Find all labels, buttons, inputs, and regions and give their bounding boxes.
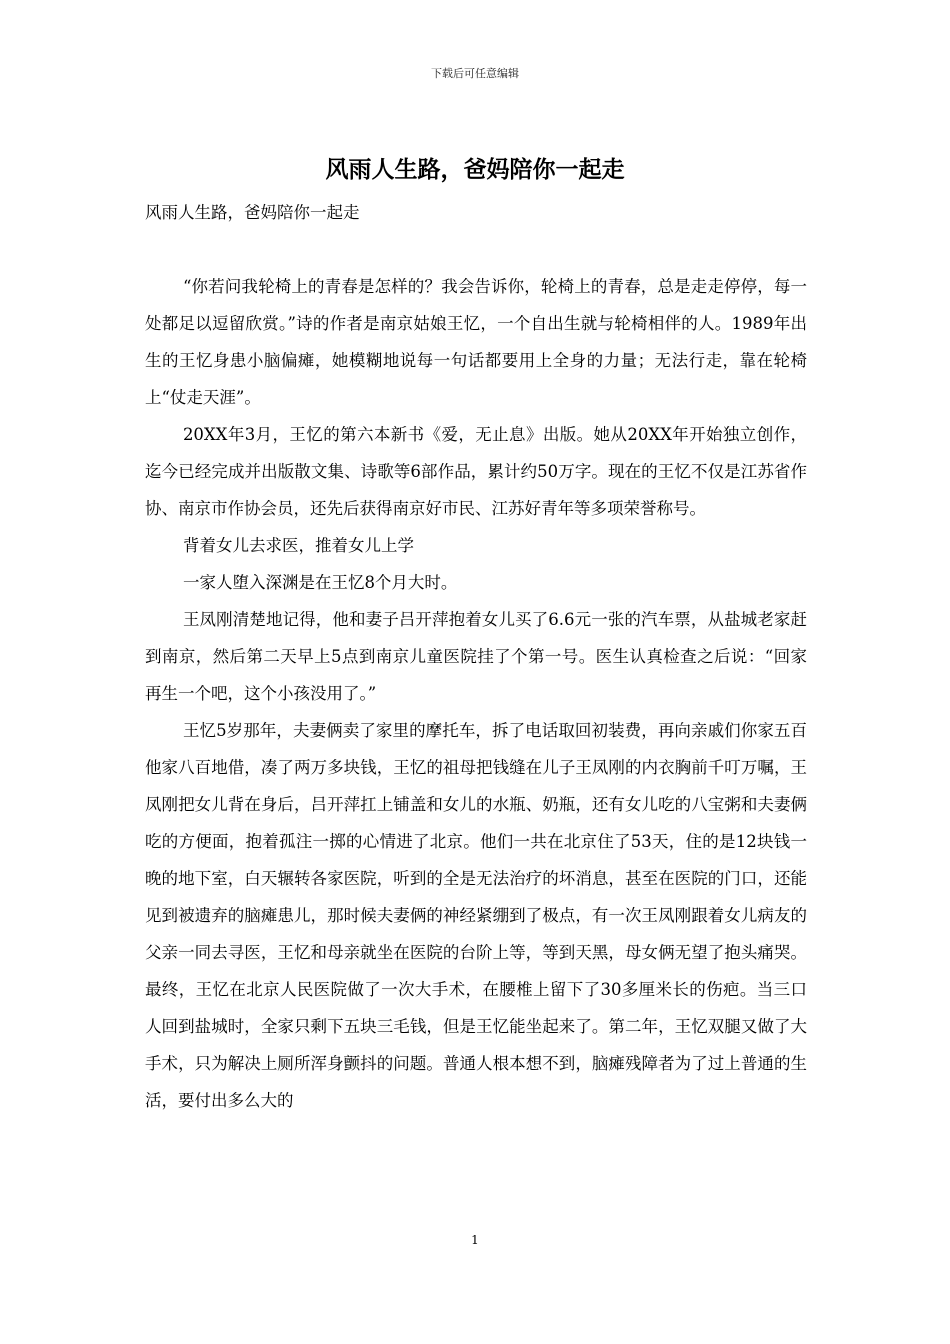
- document-subtitle: 风雨人生路，爸妈陪你一起走: [145, 203, 360, 222]
- blank-line: [145, 231, 807, 268]
- paragraph-5: 王忆5岁那年，夫妻俩卖了家里的摩托车，拆了电话取回初装费，再向亲戚们你家五百他家八百地借，凑了两万多块钱，王忆的祖母把钱缝在儿子王凤刚的内衣胸前千叮万嘱，王凤刚把女儿背在身后，吕开萍扛上铺盖和女儿的水瓶、奶瓶，还有女儿吃的八宝粥和夫妻俩吃的方便面，抱着孤注一掷的心情进了北京。他们一共在北京住了53天，住的是12块钱一晚的地下室，白天辗转各家医院，听到的全是无法治疗的坏消息，甚至在医院的门口，还能见到被遗弃的脑瘫患儿，那时候夫妻俩的神经紧绷到了极点，有一次王凤刚跟着女儿病友的父亲一同去寻医，王忆和母亲就坐在医院的台阶上等，等到天黑，母女俩无望了抱头痛哭。最终，王忆在北京人民医院做了一次大手术，在腰椎上留下了30多厘米长的伤疤。当三口人回到盐城时，全家只剩下五块三毛钱，但是王忆能坐起来了。第二年，王忆双腿又做了大手术，只为解决上厕所浑身颤抖的问题。普通人根本想不到，脑瘫残障者为了过上普通的生活，要付出多么大的: [145, 721, 807, 1110]
- paragraph-3: 一家人堕入深渊是在王忆8个月大时。: [182, 573, 458, 592]
- paragraph-4: 王凤刚清楚地记得，他和妻子吕开萍抱着女儿买了6.6元一张的汽车票，从盐城老家赶到南京，然后第二天早上5点到南京儿童医院挂了个第一号。医生认真检查之后说：“回家再生一个吧，这个小孩没用了。”: [145, 610, 807, 703]
- document-body: [145, 194, 807, 1119]
- paragraph-2: 20XX年3月，王忆的第六本新书《爱，无止息》出版。她从20XX年开始独立创作，迄今已经完成并出版散文集、诗歌等6部作品，累计约50万字。现在的王忆不仅是江苏省作协、南京市作协会员，还先后获得南京好市民、江苏好青年等多项荣誉称号。: [145, 425, 807, 518]
- header-note: 下载后可任意编辑: [431, 67, 519, 80]
- document-title: 风雨人生路，爸妈陪你一起走: [325, 156, 625, 183]
- section-heading: 背着女儿去求医，推着女儿上学: [182, 536, 414, 555]
- page-number: 1: [471, 1233, 479, 1247]
- paragraph-1: “你若问我轮椅上的青春是怎样的？我会告诉你，轮椅上的青春，总是走走停停，每一处都足以逗留欣赏。”诗的作者是南京姑娘王忆，一个自出生就与轮椅相伴的人。1989年出生的王忆身患小脑偏瘫，她模糊地说每一句话都要用上全身的力量；无法行走，靠在轮椅上“仗走天涯”。: [145, 277, 807, 407]
